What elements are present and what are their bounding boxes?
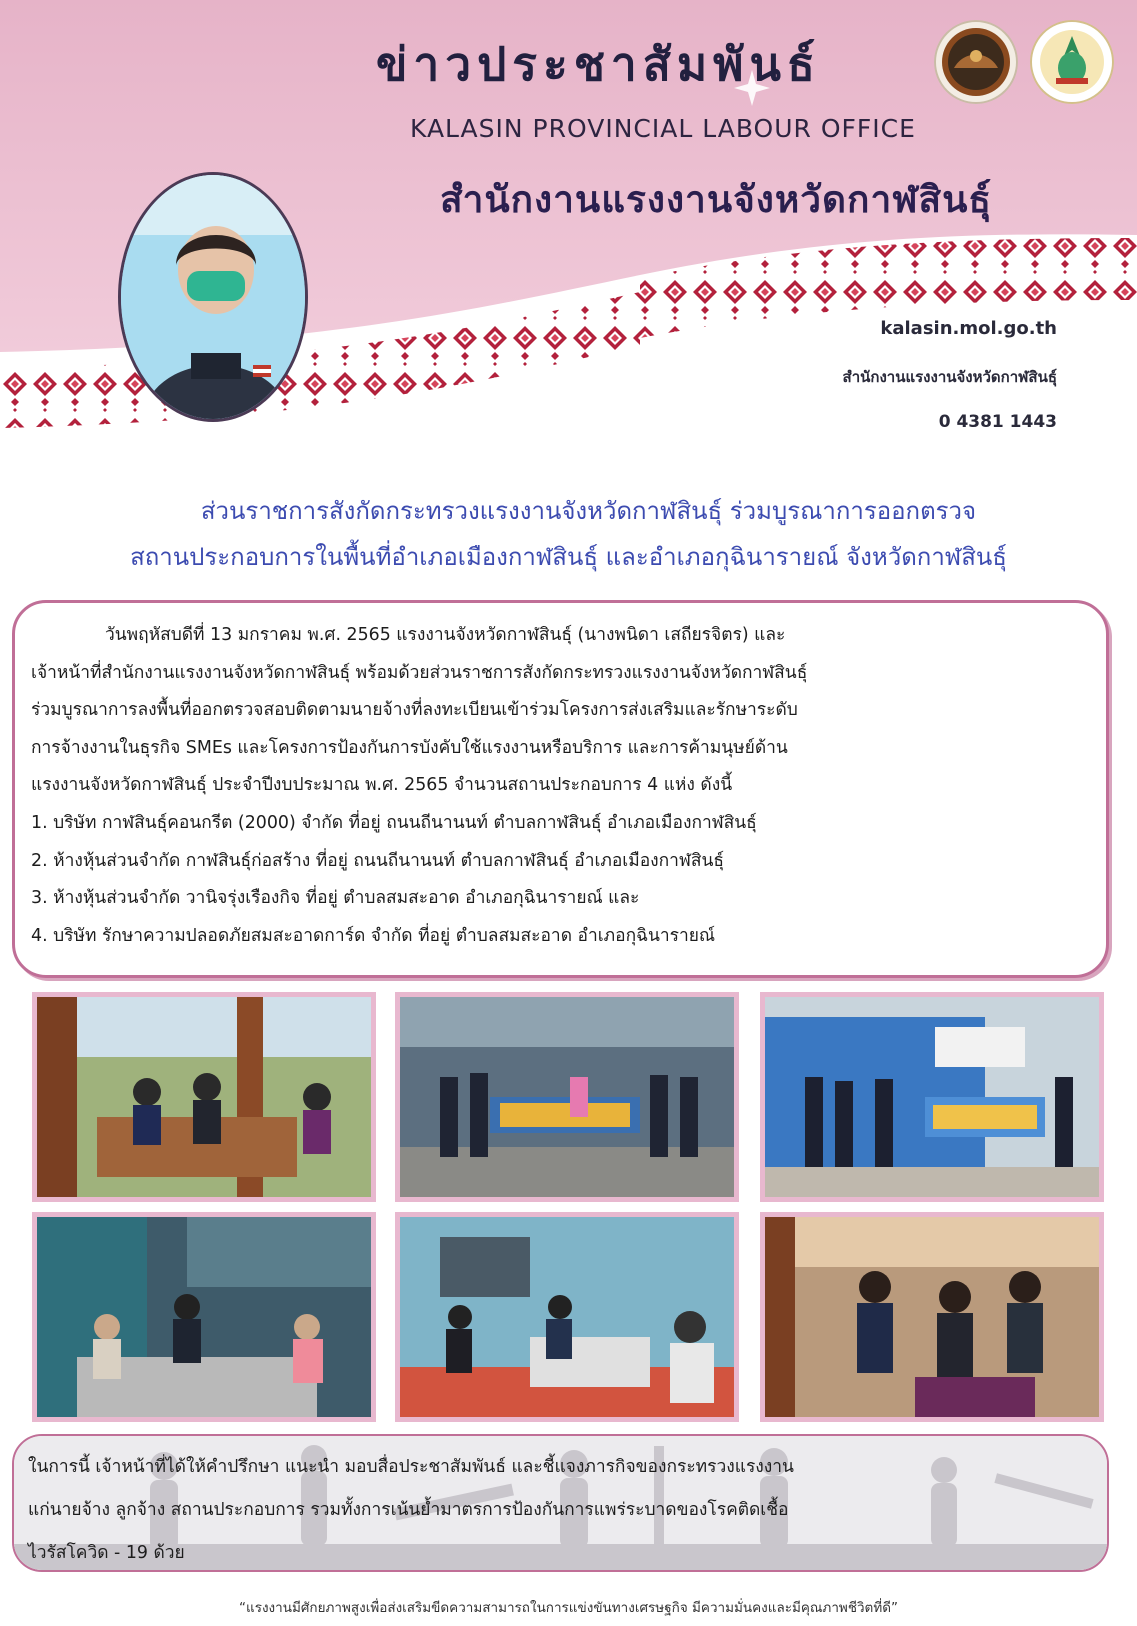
activity-photo bbox=[395, 1212, 739, 1422]
closing-text-box bbox=[12, 1434, 1109, 1572]
body-line: แรงงานจังหวัดกาฬสินธุ์ ประจำปีงบประมาณ พ.ศ. 2565 จำนวนสถานประกอบการ 4 แห่ง ดังนี้ bbox=[31, 775, 733, 796]
activity-photo bbox=[32, 1212, 376, 1422]
activity-photo bbox=[760, 1212, 1104, 1422]
website-link[interactable]: kalasin.mol.go.th bbox=[880, 318, 1057, 339]
body-line: ร่วมบูรณาการลงพื้นที่ออกตรวจสอบติดตามนายจ้างที่ลงทะเบียนเข้าร่วมโครงการส่งเสริมและรักษาระดับ bbox=[31, 700, 798, 721]
header-banner bbox=[0, 0, 1137, 470]
establishment-item: 3. ห้างหุ้นส่วนจำกัด วานิจรุ่งเรืองกิจ ที่อยู่ ตำบลสมสะอาด อำเภอกุฉินารายณ์ และ bbox=[31, 888, 640, 909]
closing-line: ไวรัสโควิด - 19 ด้วย bbox=[28, 1543, 185, 1563]
office-thai-name: สำนักงานแรงงานจังหวัดกาฬสินธุ์ bbox=[440, 178, 992, 221]
phone-number: 0 4381 1443 bbox=[938, 412, 1057, 432]
newsletter-title: ข่าวประชาสัมพันธ์ bbox=[375, 37, 821, 91]
headline-line-2: สถานประกอบการในพื้นที่อำเภอเมืองกาฬสินธุ์ และอำเภอกุฉินารายณ์ จังหวัดกาฬสินธุ์ bbox=[130, 543, 1007, 571]
establishment-item: 1. บริษัท กาฬสินธุ์คอนกรีต (2000) จำกัด ที่อยู่ ถนนถีนานนท์ ตำบลกาฬสินธุ์ อำเภอเมืองกาฬสินธุ์ bbox=[31, 812, 757, 833]
body-line: เจ้าหน้าที่สำนักงานแรงงานจังหวัดกาฬสินธุ์ พร้อมด้วยส่วนราชการสังกัดกระทรวงแรงงานจังหวัดกาฬสินธุ์ bbox=[31, 662, 808, 683]
body-line: วันพฤหัสบดีที่ 13 มกราคม พ.ศ. 2565 แรงงานจังหวัดกาฬสินธุ์ (นางพนิดา เสถียรจิตร) และ bbox=[105, 625, 786, 645]
body-text-box bbox=[12, 600, 1109, 978]
headline-line-1: ส่วนราชการสังกัดกระทรวงแรงงานจังหวัดกาฬสินธุ์ ร่วมบูรณาการออกตรวจ bbox=[200, 497, 977, 525]
establishment-item: 4. บริษัท รักษาความปลอดภัยสมสะอาดการ์ด จำกัด ที่อยู่ ตำบลสมสะอาด อำเภอกุฉินารายณ์ bbox=[31, 925, 716, 946]
closing-text bbox=[14, 1436, 1107, 1572]
activity-photo bbox=[760, 992, 1104, 1202]
footer-slogan: “แรงงานมีศักยภาพสูงเพื่อส่งเสริมขีดความสามารถในการแข่งขันทางเศรษฐกิจ มีความมั่นคงและมีคุณภาพชีวิตที่ดี” bbox=[239, 1600, 898, 1616]
contact-office-name: สำนักงานแรงงานจังหวัดกาฬสินธุ์ bbox=[842, 368, 1057, 386]
headline bbox=[0, 488, 1137, 580]
activity-photo bbox=[32, 992, 376, 1202]
establishment-item: 2. ห้างหุ้นส่วนจำกัด กาฬสินธุ์ก่อสร้าง ที่อยู่ ถนนถีนานนท์ ตำบลกาฬสินธุ์ อำเภอเมืองกาฬสินธุ์ bbox=[31, 850, 724, 871]
activity-photo bbox=[395, 992, 739, 1202]
ministry-seal-icon bbox=[1030, 20, 1114, 104]
closing-line: ในการนี้ เจ้าหน้าที่ได้ให้คำปรึกษา แนะนำ มอบสื่อประชาสัมพันธ์ และชี้แจงภารกิจของกระทรวงแรงงาน bbox=[28, 1457, 794, 1477]
provincial-seal-icon bbox=[934, 20, 1018, 104]
body-line: การจ้างงานในธุรกิจ SMEs และโครงการป้องกันการบังคับใช้แรงงานหรือบริการ และการค้ามนุษย์ด้าน bbox=[31, 737, 788, 758]
portrait-photo bbox=[118, 172, 308, 422]
office-english-name: KALASIN PROVINCIAL LABOUR OFFICE bbox=[410, 114, 916, 143]
closing-line: แก่นายจ้าง ลูกจ้าง สถานประกอบการ รวมทั้งการเน้นย้ำมาตรการป้องกันการแพร่ระบาดของโรคติดเชื้อ bbox=[28, 1500, 789, 1520]
